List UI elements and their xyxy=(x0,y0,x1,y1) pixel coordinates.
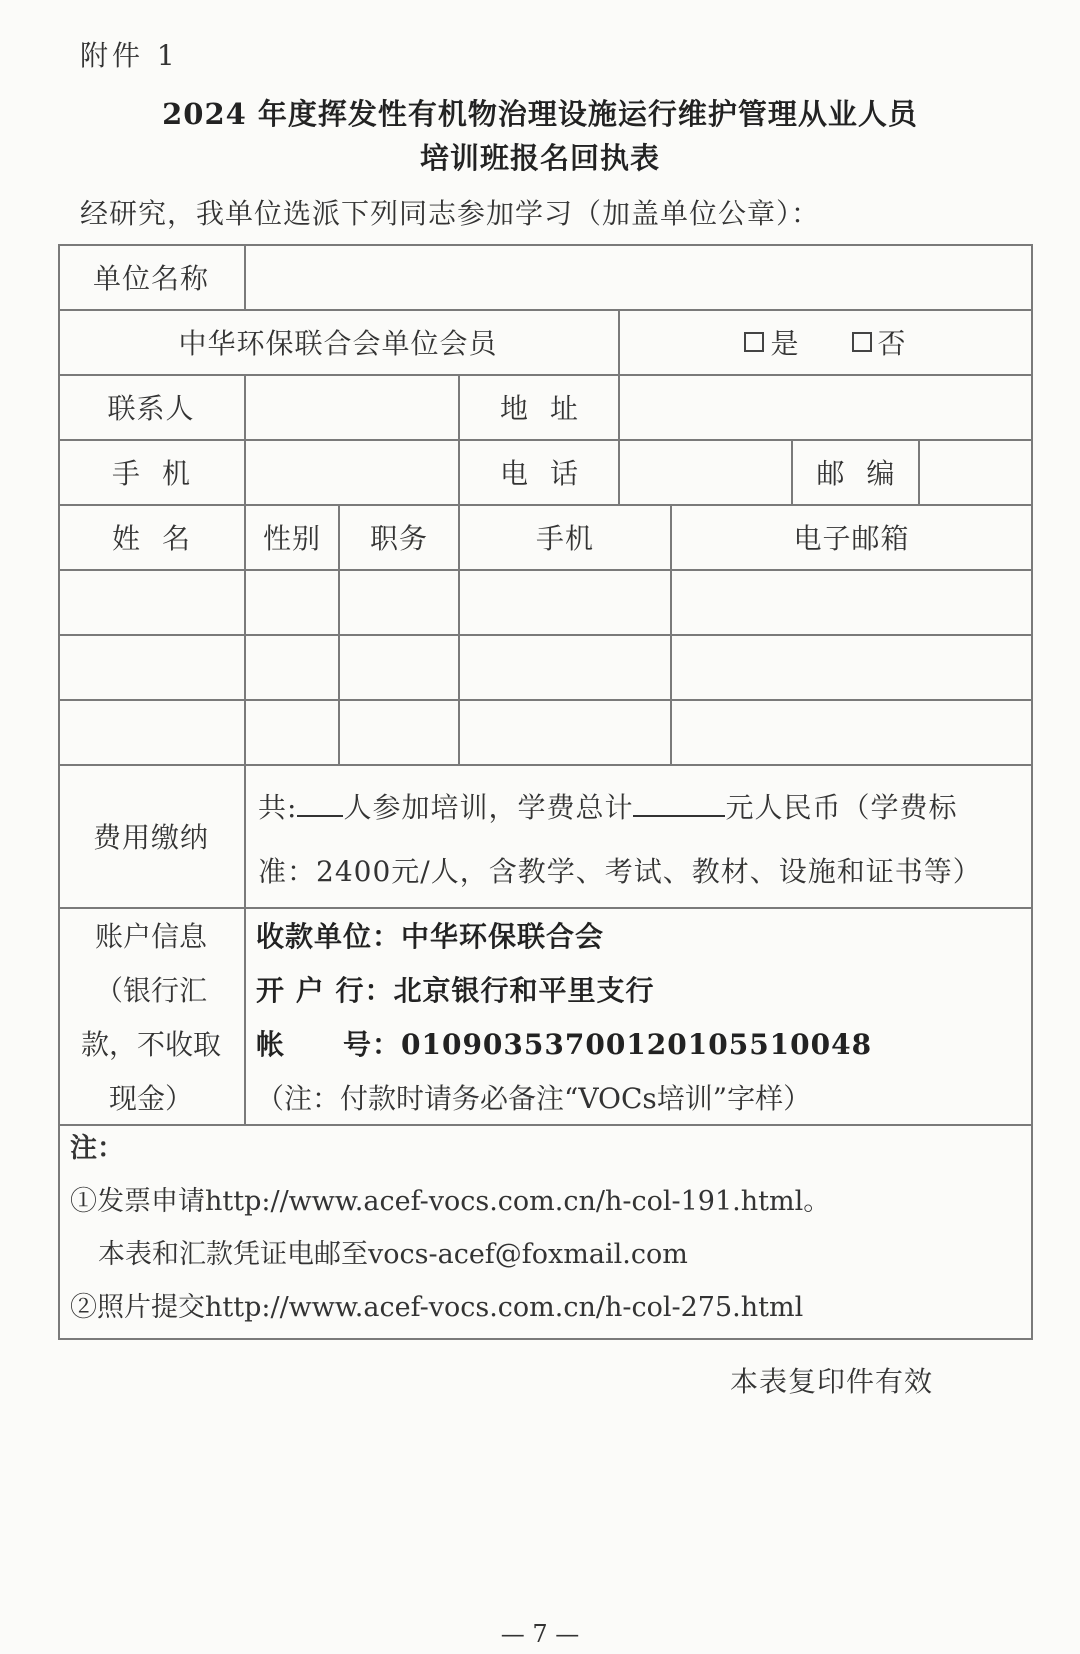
option-no-label: 否 xyxy=(877,326,907,360)
option-no[interactable] xyxy=(852,322,907,362)
attendee-row[interactable] xyxy=(58,569,1031,634)
account-number: 帐 号：01090353700120105510048 xyxy=(256,1028,873,1061)
account-bank: 开 户 行：北京银行和平里支行 xyxy=(256,974,655,1007)
contact-label: 联系人 xyxy=(107,391,195,425)
postcode-field[interactable] xyxy=(920,439,1031,504)
form-title-line2: 培训班报名回执表 xyxy=(419,141,660,175)
note-invoice: ①发票申请http://www.acef-vocs.com.cn/h-col-191.html。 xyxy=(70,1186,831,1217)
address-field[interactable] xyxy=(620,374,1031,439)
account-payee: 收款单位：中华环保联合会 xyxy=(256,920,605,953)
postcode-label: 邮编 xyxy=(816,456,917,490)
mobile-field[interactable] xyxy=(246,439,458,504)
option-yes[interactable] xyxy=(744,322,799,362)
attendee-count-blank[interactable] xyxy=(297,789,343,817)
note-photo: ②照片提交http://www.acef-vocs.com.cn/h-col-275.html xyxy=(70,1292,804,1323)
form-title-line1: 2024 年度挥发性有机物治理设施运行维护管理从业人员 xyxy=(162,97,918,131)
fee-text-part2: 人参加培训，学费总计 xyxy=(343,791,634,824)
col-header-email: 电子邮箱 xyxy=(793,521,910,555)
page-number: — 7 — xyxy=(500,1620,580,1648)
member-label: 中华环保联合会单位会员 xyxy=(178,326,498,360)
account-label xyxy=(58,910,244,1126)
account-label-line: 账户信息 xyxy=(94,920,207,953)
attendee-row[interactable] xyxy=(58,634,1031,699)
account-label-line: （银行汇 xyxy=(94,974,207,1007)
attachment-label: 附件 1 xyxy=(80,39,179,72)
notes-heading: 注： xyxy=(70,1133,124,1164)
registration-form-table xyxy=(58,244,1033,1340)
org-name-label: 单位名称 xyxy=(92,261,209,295)
account-label-line: 款，不收取 xyxy=(80,1028,221,1061)
phone-label: 电话 xyxy=(499,456,600,490)
account-note: （注：付款时请务必备注“VOCs培训”字样） xyxy=(256,1082,812,1115)
notes-section xyxy=(70,1122,830,1334)
fee-text-part1: 共: xyxy=(258,791,298,824)
address-label: 地址 xyxy=(499,391,600,425)
fee-label: 费用缴纳 xyxy=(92,820,209,854)
col-header-name: 姓名 xyxy=(111,521,212,555)
fee-total-blank[interactable] xyxy=(633,789,725,817)
fee-text-part3: 元人民币（学费标 xyxy=(725,791,958,824)
note-email: 本表和汇款凭证电邮至vocs-acef@foxmail.com xyxy=(98,1239,688,1270)
checkbox-yes[interactable] xyxy=(744,332,764,352)
option-yes-label: 是 xyxy=(770,326,800,360)
col-header-title: 职务 xyxy=(369,521,428,555)
member-options xyxy=(620,309,1031,374)
attendee-row[interactable] xyxy=(58,699,1031,764)
contact-field[interactable] xyxy=(246,374,458,439)
mobile-label: 手机 xyxy=(111,456,212,490)
account-info xyxy=(256,910,872,1126)
copy-validity-note: 本表复印件有效 xyxy=(730,1365,934,1398)
org-name-field[interactable] xyxy=(246,244,1031,309)
intro-text: 经研究，我单位选派下列同志参加学习（加盖单位公章）： xyxy=(80,197,821,230)
fee-standard-text: 准：2400元/人，含教学、考试、教材、设施和证书等） xyxy=(258,855,982,888)
col-header-gender: 性别 xyxy=(262,521,321,555)
checkbox-no[interactable] xyxy=(852,332,872,352)
account-label-line: 现金） xyxy=(108,1082,193,1115)
col-header-mobile: 手机 xyxy=(535,521,594,555)
phone-field[interactable] xyxy=(620,439,791,504)
